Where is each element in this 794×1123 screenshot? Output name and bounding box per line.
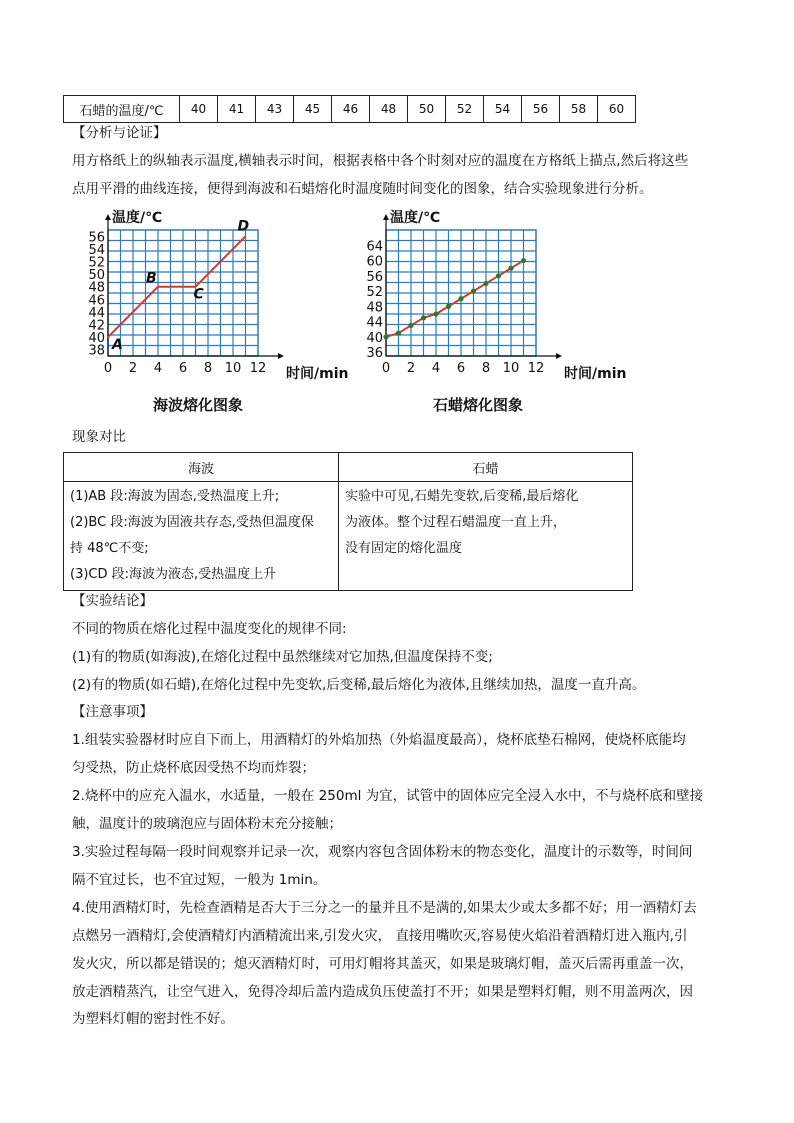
y-tick-label: 60 <box>366 254 383 270</box>
table-cell: 56 <box>522 96 560 123</box>
x-tick-label: 0 <box>103 361 113 376</box>
table-cell: 54 <box>484 96 522 123</box>
cell-line: (1)AB 段:海波为固态,受热温度上升; <box>70 489 280 504</box>
y-tick-label: 44 <box>88 305 105 321</box>
compare-title: 现象对比 <box>72 429 126 445</box>
x-tick-label: 8 <box>481 361 491 376</box>
y-tick-label: 40 <box>366 330 383 346</box>
table-cell: 58 <box>560 96 598 123</box>
data-point <box>508 266 513 271</box>
point-label: A <box>112 337 123 354</box>
x-axis-label: 时间/min <box>286 366 349 382</box>
y-tick-label: 48 <box>366 300 383 316</box>
paraffin-cell <box>339 482 633 591</box>
analysis-heading: 【分析与论证】 <box>72 125 167 141</box>
y-axis-arrow <box>105 214 111 220</box>
cell-line: 持 48℃不变; <box>70 541 149 556</box>
y-tick-label: 36 <box>366 346 383 362</box>
chart-caption: 石蜡熔化图象 <box>433 396 524 414</box>
notes-line: 4.使用酒精灯时，先检查酒精是否大于三分之一的量并且不是满的,如果太少或太多都不好；用一酒精灯去 <box>72 900 697 916</box>
cell-line: (2)BC 段:海波为固液共存态,受热但温度保 <box>70 515 314 530</box>
x-tick-label: 2 <box>406 361 416 376</box>
data-point <box>433 311 438 316</box>
table-header: 海波 <box>64 453 339 482</box>
y-tick-label: 48 <box>88 280 105 296</box>
notes-heading: 【注意事项】 <box>72 704 153 720</box>
y-tick-label: 46 <box>88 293 105 309</box>
table-header: 石蜡 <box>339 453 633 482</box>
cell-line: 实验中可见,石蜡先变软,后变稀,最后熔化 <box>345 489 579 504</box>
y-tick-label: 56 <box>88 230 105 246</box>
cell-line: 为液体。整个过程石蜡温度一直上升， <box>345 515 567 530</box>
notes-line: 3.实验过程每隔一段时间观察并记录一次，观察内容包含固体粉末的物态变化，温度计的示数等，时间间 <box>72 844 693 860</box>
notes-line: 匀受热，防止烧杯底因受热不均而炸裂； <box>72 760 315 776</box>
notes-line: 1.组装实验器材时应自下而上，用酒精灯的外焰加热（外焰温度最高），烧杯底垫石棉网，使烧杯底能均 <box>72 732 686 748</box>
conclusion-line: (2)有的物质(如石蜡),在熔化过程中先变软,后变稀,最后熔化为液体,且继续加热，温度一直升高。 <box>72 677 646 693</box>
data-point <box>396 330 401 335</box>
notes-line: 点燃另一酒精灯,会使酒精灯内酒精流出来,引发火灾， 直接用嘴吹灭,容易使火焰沿着酒精灯进入瓶内,引 <box>72 928 688 944</box>
table-cell: 60 <box>598 96 636 123</box>
cell-line: 没有固定的熔化温度 <box>345 541 463 556</box>
y-tick-label: 50 <box>88 268 105 284</box>
data-point <box>483 281 488 286</box>
haibo-cell <box>64 482 339 591</box>
notes-line: 2.烧杯中的应充入温水，水适量，一般在 250ml 为宜，试管中的固体应完全浸入水中，不与烧杯底和壁接 <box>72 788 704 804</box>
data-point <box>471 288 476 293</box>
table-cell: 41 <box>218 96 256 123</box>
x-tick-label: 6 <box>178 361 188 376</box>
table-cell: 45 <box>294 96 332 123</box>
data-point <box>408 323 413 328</box>
point-label: D <box>237 218 250 235</box>
conclusion-heading: 【实验结论】 <box>72 593 153 609</box>
y-tick-label: 44 <box>366 315 383 331</box>
x-tick-label: 2 <box>128 361 138 376</box>
point-label: B <box>146 270 157 287</box>
x-tick-label: 4 <box>431 361 441 376</box>
x-axis-arrow <box>556 353 562 359</box>
analysis-line: 用方格纸上的纵轴表示温度,横轴表示时间，根据表格中各个时刻对应的温度在方格纸上描点,然后将这些 <box>72 153 689 169</box>
y-tick-label: 42 <box>88 318 105 334</box>
paraffin-temperature-table <box>63 95 636 123</box>
analysis-line: 点用平滑的曲线连接，便得到海波和石蜡熔化时温度随时间变化的图象，结合实验现象进行分析。 <box>72 181 653 197</box>
y-tick-label: 38 <box>88 343 105 359</box>
y-tick-label: 40 <box>88 331 105 347</box>
x-tick-label: 0 <box>381 361 391 376</box>
comparison-table <box>63 452 633 591</box>
x-tick-label: 4 <box>153 361 163 376</box>
y-axis-label: 温度/℃ <box>112 210 163 226</box>
notes-line: 触，温度计的玻璃泡应与固体粉末充分接触； <box>72 816 342 832</box>
y-tick-label: 54 <box>88 242 105 258</box>
data-point <box>496 273 501 278</box>
conclusion-line: (1)有的物质(如海波),在熔化过程中虽然继续对它加热,但温度保持不变; <box>72 649 493 665</box>
data-point <box>421 315 426 320</box>
point-label: C <box>193 286 204 303</box>
data-point <box>383 334 388 339</box>
conclusion-line: 不同的物质在熔化过程中温度变化的规律不同: <box>72 621 347 637</box>
x-tick-label: 12 <box>527 361 545 376</box>
y-tick-label: 56 <box>366 269 383 285</box>
table-cell: 40 <box>180 96 218 123</box>
table-cell: 43 <box>256 96 294 123</box>
x-tick-label: 10 <box>224 361 242 376</box>
haibo-melting-chart <box>86 208 356 388</box>
notes-line: 为塑料灯帽的密封性不好。 <box>72 1011 234 1027</box>
table-cell: 50 <box>408 96 446 123</box>
paraffin-melting-chart <box>364 208 634 388</box>
notes-line: 发火灾，所以都是错误的；熄灭酒精灯时，可用灯帽将其盖灭，如果是玻璃灯帽，盖灭后需再重盖一次， <box>72 956 693 972</box>
data-point <box>521 258 526 263</box>
data-point <box>446 304 451 309</box>
x-tick-label: 6 <box>456 361 466 376</box>
y-tick-label: 52 <box>366 285 383 301</box>
x-tick-label: 12 <box>249 361 267 376</box>
x-tick-label: 8 <box>203 361 213 376</box>
y-tick-label: 64 <box>366 239 383 255</box>
chart-caption: 海波熔化图象 <box>153 396 244 414</box>
y-axis-label: 温度/℃ <box>390 210 441 226</box>
notes-line: 放走酒精蒸汽，让空气进入，免得冷却后盖内造成负压使盖打不开；如果是塑料灯帽，则不用盖两次，因 <box>72 984 693 1000</box>
data-point <box>458 296 463 301</box>
y-axis-arrow <box>383 214 389 220</box>
cell-line: (3)CD 段:海波为液态,受热温度上升 <box>70 567 277 582</box>
table-cell: 46 <box>332 96 370 123</box>
notes-line: 隔不宜过长，也不宜过短，一般为 1min。 <box>72 872 327 888</box>
x-axis-label: 时间/min <box>564 366 627 382</box>
y-tick-label: 52 <box>88 255 105 271</box>
table-cell: 48 <box>370 96 408 123</box>
x-tick-label: 10 <box>502 361 520 376</box>
table-header: 石蜡的温度/℃ <box>64 96 180 123</box>
table-cell: 52 <box>446 96 484 123</box>
x-axis-arrow <box>278 353 284 359</box>
